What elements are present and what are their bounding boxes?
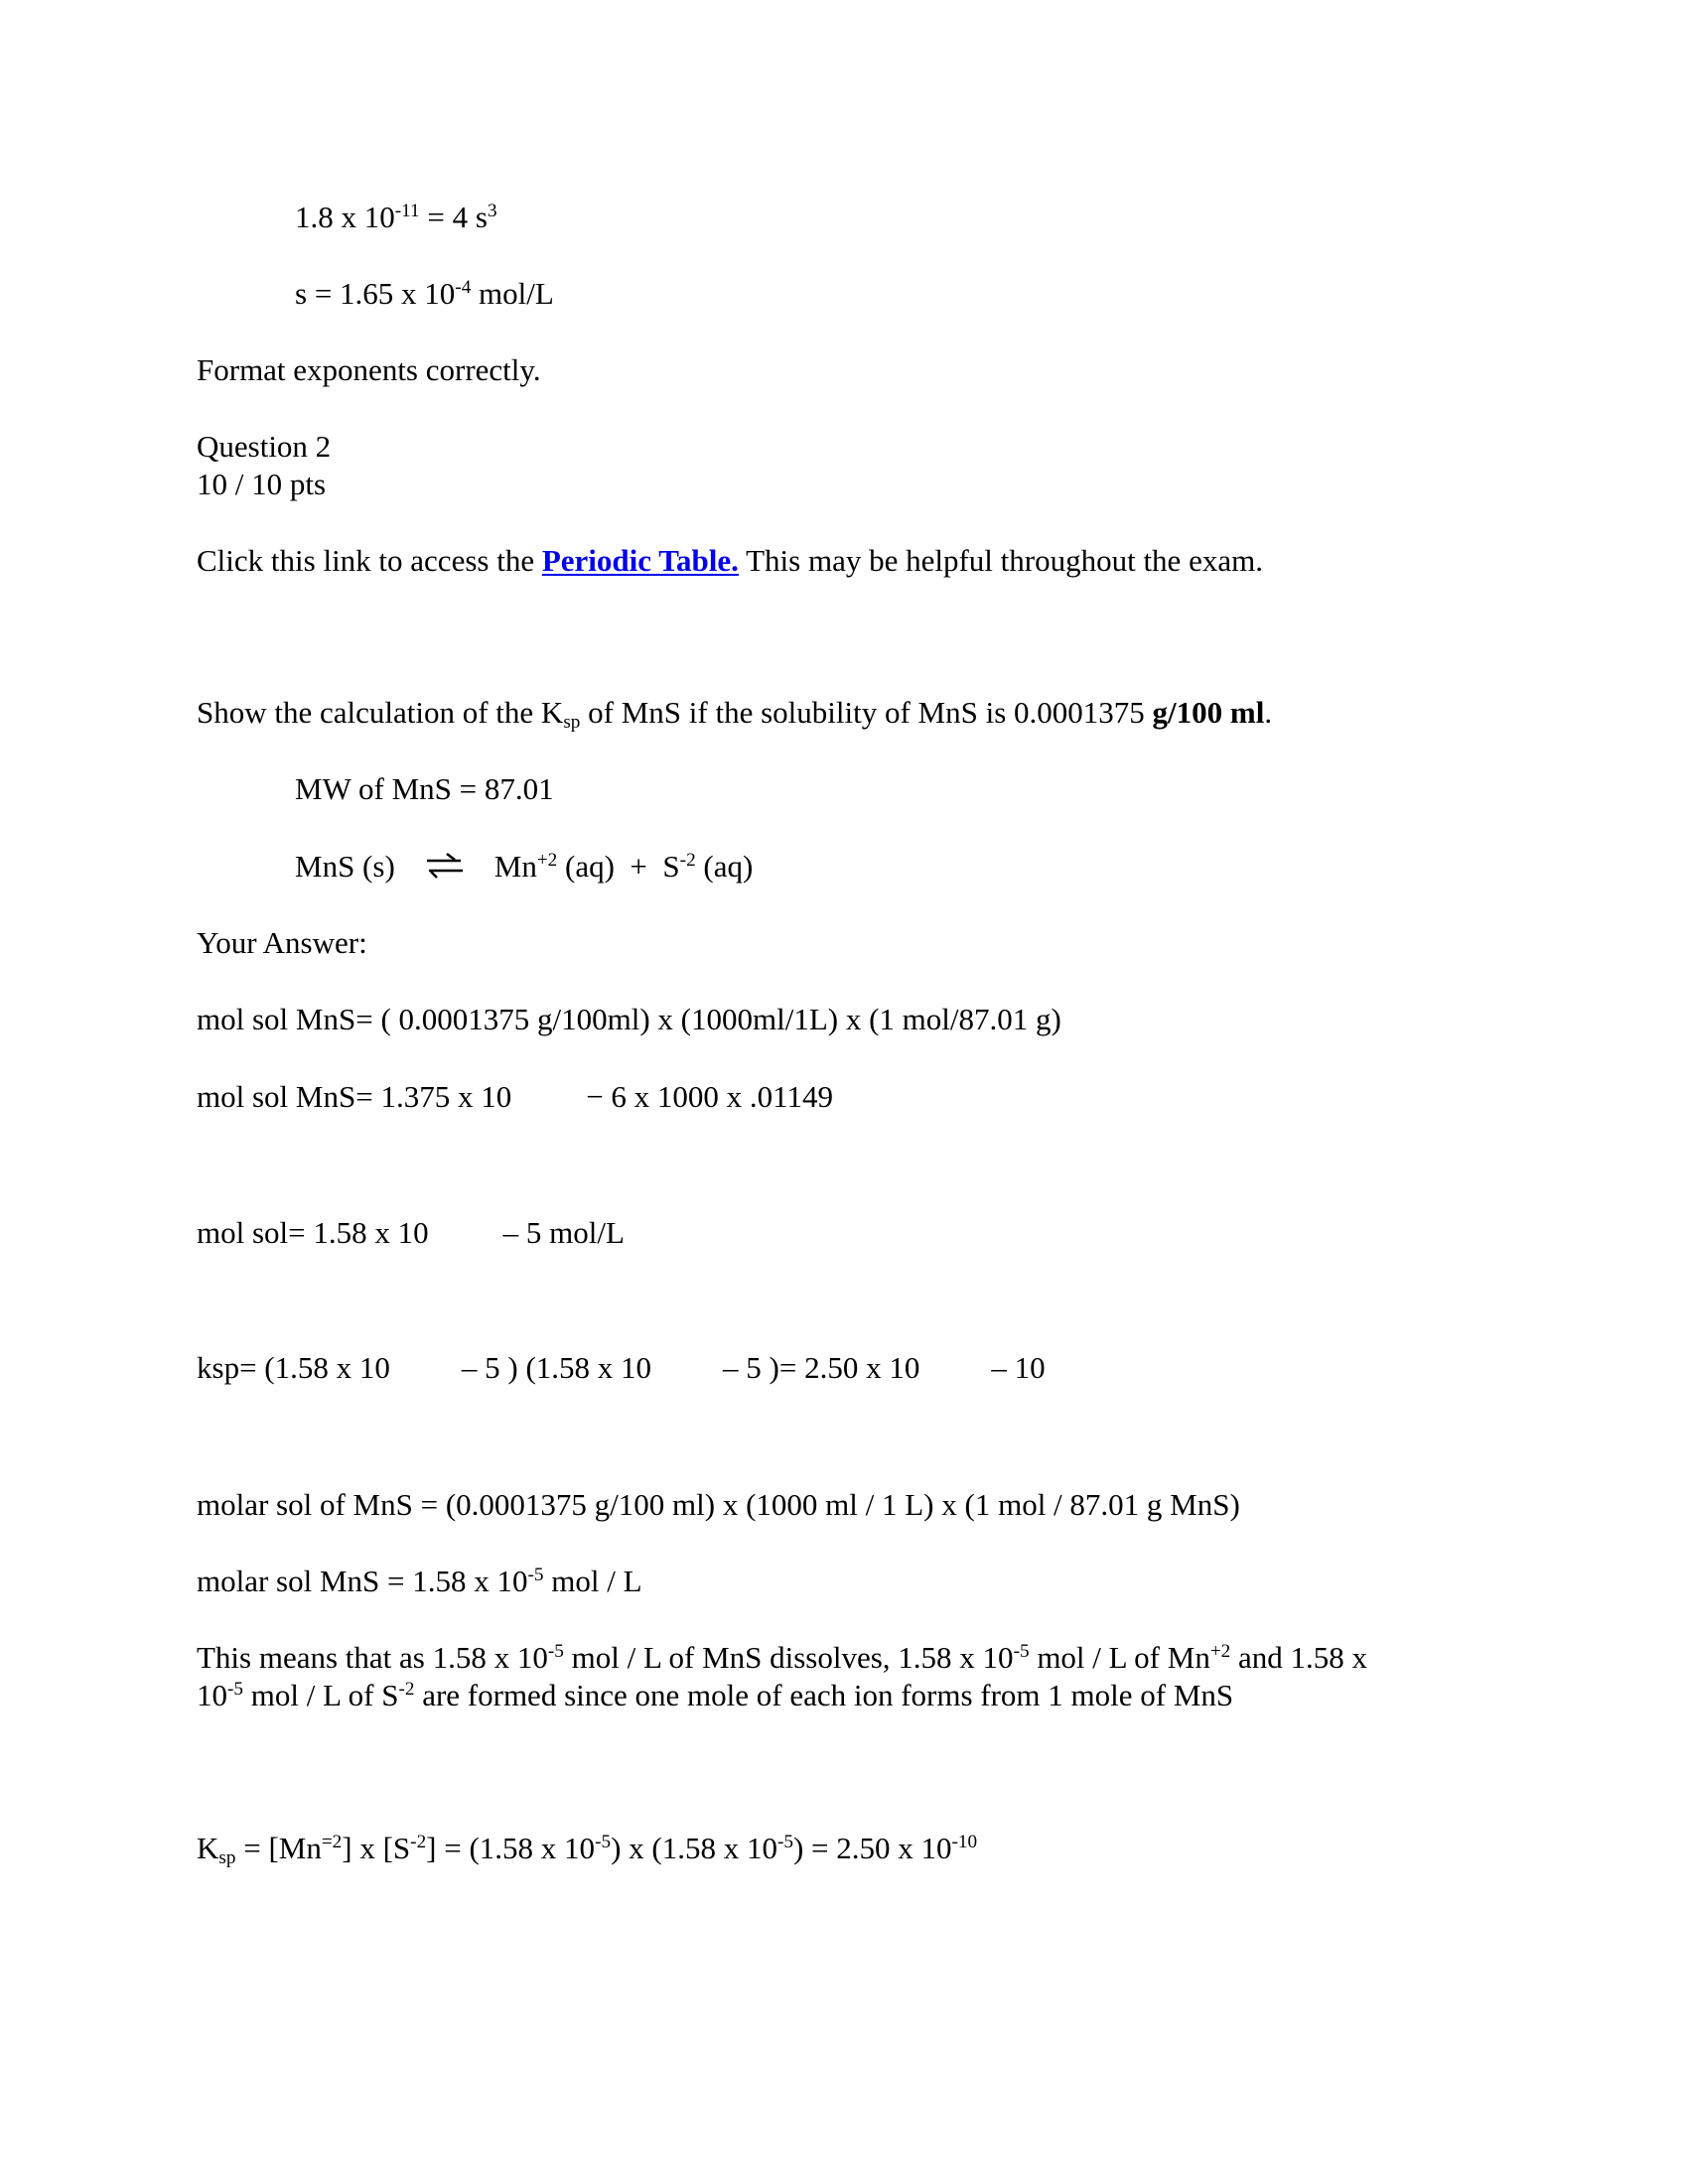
previous-answer-eq2: s = 1.65 x $10^{-4}$ mol/L — [295, 276, 554, 311]
solution-explanation-line-2: $10^{-5}$ mol / L of $S^{-2}$ are formed since one mole of each ion forms from 1 mole of MnS — [197, 1678, 1234, 1712]
molecular-weight: MW of MnS = 87.01 — [295, 771, 554, 806]
your-answer-label: Your Answer: — [197, 925, 367, 960]
dissolution-equation: MnS (s) $Mn^{+2}$ $(aq) + S^{-2}$ (aq) — [295, 849, 754, 884]
question-score: 10 / 10 pts — [197, 467, 327, 501]
question-title: Question 2 — [197, 429, 332, 464]
feedback-comment: Format exponents correctly. — [197, 352, 541, 387]
periodic-table-line: Click this link to access the Periodic Table. This may be helpful throughout the exam. — [197, 543, 1263, 578]
solution-line-1: molar sol of MnS = (0.0001375 g/100 ml) x (1000 ml / 1 L) x (1 mol / 87.01 g MnS) — [197, 1487, 1240, 1522]
answer-line-3: mol sol= 1.58 x 10 – 5 mol/L — [197, 1215, 625, 1250]
periodic-table-link[interactable]: Periodic Table. — [541, 543, 739, 578]
solution-line-2: molar sol MnS = 1.58 x $10^{-5}$ mol / L — [197, 1564, 642, 1598]
previous-answer-eq1: 1.8 x $10^{-11} = 4$ $s^3$ — [295, 200, 497, 234]
solution-explanation-line-1: This means that as 1.58 x $10^{-5}$ mol / L of MnS dissolves, 1.58 x $10^{-5}$ mol / L of $Mn^{+2}$ and 1.58 x — [197, 1640, 1368, 1675]
equilibrium-arrow-icon — [425, 851, 465, 881]
answer-line-1: mol sol MnS= ( 0.0001375 g/100ml) x (1000ml/1L) x (1 mol/87.01 g) — [197, 1002, 1061, 1036]
question-prompt: Show the calculation of the $K_{sp}$ of MnS if the solubility of MnS is 0.0001375 g/100 ml. — [197, 695, 1273, 733]
answer-line-2: mol sol MnS= 1.375 x 10 − 6 x 1000 x .01149 — [197, 1079, 834, 1114]
ksp-final-equation: $K_{sp} = [Mn^{=2}]$ x $[S^{-2}] = (1.58$ x $10^{-5}$) x (1.58 x $10^{-5}) = 2.50$ x $10^{-10}$ — [197, 1831, 978, 1868]
answer-line-4: ksp= (1.58 x 10 – 5 ) (1.58 x 10 – 5 )= 2.50 x 10 – 10 — [197, 1350, 1046, 1385]
